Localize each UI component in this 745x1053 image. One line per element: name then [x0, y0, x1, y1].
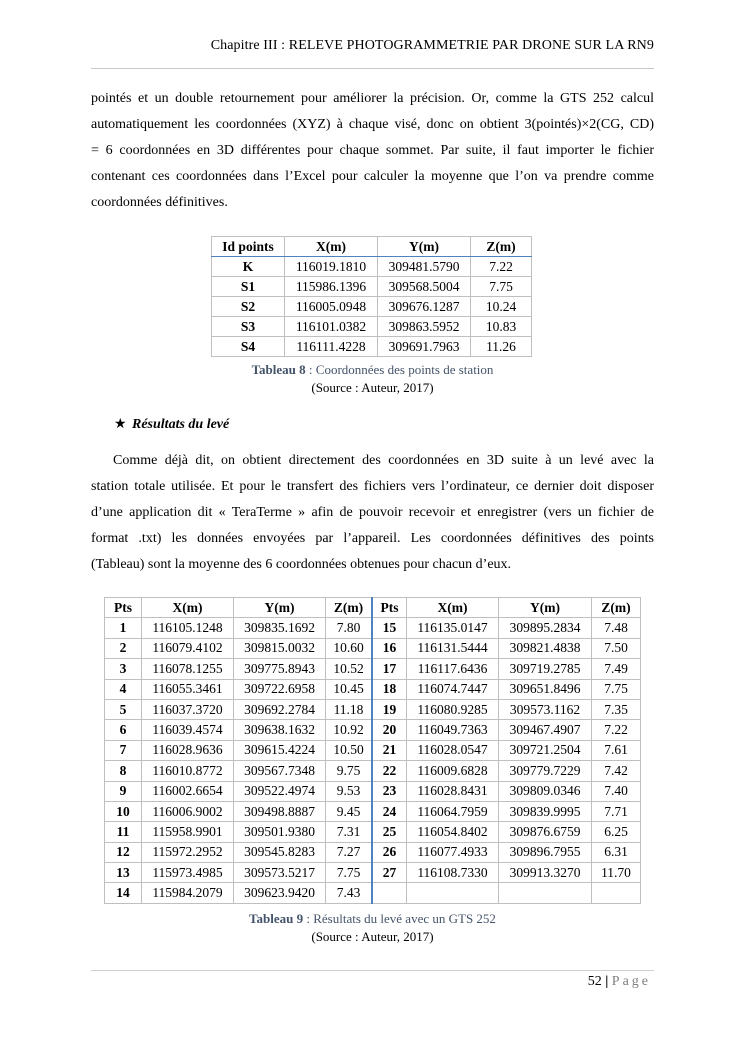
- coordinate-cell: 116010.8772: [142, 761, 234, 781]
- coordinate-cell: 116080.9285: [407, 699, 499, 719]
- station-points-body: [212, 257, 532, 357]
- point-id-cell: [372, 883, 407, 903]
- coordinate-cell: 7.27: [326, 842, 373, 862]
- table-row: [212, 257, 532, 277]
- footer-divider: [91, 970, 654, 971]
- page-footer: [588, 974, 651, 990]
- text-line: pointés et un double retournement pour améliorer la précision. Or, comme la GTS 252 calcul: [91, 91, 654, 106]
- coordinate-cell: 7.42: [592, 761, 641, 781]
- point-id-cell: 9: [105, 781, 142, 801]
- page-header: [91, 38, 654, 54]
- point-id-cell: 11: [105, 822, 142, 842]
- point-id-cell: S1: [212, 277, 285, 297]
- point-id-cell: 17: [372, 659, 407, 679]
- coordinate-cell: 11.70: [592, 863, 641, 883]
- text-line: automatiquement les coordonnées (XYZ) à chaque visé, donc on obtient 3(pointés)×2(CG, CD): [91, 117, 654, 132]
- coordinate-cell: 309573.1162: [499, 699, 592, 719]
- page-label: Page: [611, 974, 651, 989]
- coordinate-cell: 10.24: [471, 297, 532, 317]
- survey-results-table: [104, 597, 641, 904]
- coordinate-cell: 309467.4907: [499, 720, 592, 740]
- footer-separator: |: [605, 974, 609, 989]
- point-id-cell: S2: [212, 297, 285, 317]
- coordinate-cell: 309545.8283: [234, 842, 326, 862]
- coordinate-cell: 116108.7330: [407, 863, 499, 883]
- coordinate-cell: 9.45: [326, 801, 373, 821]
- coordinate-cell: 9.75: [326, 761, 373, 781]
- table-row: [105, 740, 641, 760]
- table8-source: [0, 380, 745, 396]
- coordinate-cell: 11.26: [471, 337, 532, 357]
- coordinate-cell: 309913.3270: [499, 863, 592, 883]
- point-id-cell: 18: [372, 679, 407, 699]
- text-line: (Tableau) sont la moyenne des 6 coordonnées obtenues pour chacun d’eux.: [91, 557, 512, 572]
- coordinate-cell: 116028.8431: [407, 781, 499, 801]
- column-header: X(m): [142, 598, 234, 618]
- coordinate-cell: 116117.6436: [407, 659, 499, 679]
- coordinate-cell: 11.18: [326, 699, 373, 719]
- table-row: [212, 337, 532, 357]
- table-row: [105, 720, 641, 740]
- point-id-cell: 15: [372, 618, 407, 638]
- point-id-cell: K: [212, 257, 285, 277]
- coordinate-cell: 10.60: [326, 638, 373, 658]
- text-line: coordonnées définitives.: [91, 195, 228, 210]
- coordinate-cell: 7.71: [592, 801, 641, 821]
- coordinate-cell: 309722.6958: [234, 679, 326, 699]
- table-row: [105, 781, 641, 801]
- coordinate-cell: 309821.4838: [499, 638, 592, 658]
- text-line: = 6 coordonnées en 3D différentes pour chaque sommet. Par suite, il faut importer le fichier: [91, 143, 654, 158]
- coordinate-cell: 7.40: [592, 781, 641, 801]
- column-header: Z(m): [326, 598, 373, 618]
- coordinate-cell: 7.35: [592, 699, 641, 719]
- coordinate-cell: 116079.4102: [142, 638, 234, 658]
- star-bullet-icon: ★: [114, 417, 127, 432]
- coordinate-cell: 309691.7963: [378, 337, 471, 357]
- column-header: X(m): [285, 237, 378, 257]
- coordinate-cell: 116054.8402: [407, 822, 499, 842]
- coordinate-cell: 116019.1810: [285, 257, 378, 277]
- table-header-row: [212, 237, 532, 257]
- coordinate-cell: 116064.7959: [407, 801, 499, 821]
- coordinate-cell: 9.53: [326, 781, 373, 801]
- column-header: Pts: [105, 598, 142, 618]
- caption-label: Tableau 8: [251, 362, 306, 377]
- table-header-row: [105, 598, 641, 618]
- point-id-cell: 21: [372, 740, 407, 760]
- table9-caption: [0, 911, 745, 927]
- point-id-cell: 8: [105, 761, 142, 781]
- coordinate-cell: 309721.2504: [499, 740, 592, 760]
- point-id-cell: 10: [105, 801, 142, 821]
- point-id-cell: 27: [372, 863, 407, 883]
- caption-text: : Résultats du levé avec un GTS 252: [303, 911, 496, 926]
- coordinate-cell: 309498.8887: [234, 801, 326, 821]
- coordinate-cell: 309839.9995: [499, 801, 592, 821]
- table-row: [105, 679, 641, 699]
- coordinate-cell: 7.31: [326, 822, 373, 842]
- coordinate-cell: 10.92: [326, 720, 373, 740]
- column-header: Z(m): [592, 598, 641, 618]
- point-id-cell: S4: [212, 337, 285, 357]
- coordinate-cell: 7.22: [592, 720, 641, 740]
- coordinate-cell: 116055.3461: [142, 679, 234, 699]
- coordinate-cell: 10.50: [326, 740, 373, 760]
- coordinate-cell: 115984.2079: [142, 883, 234, 903]
- coordinate-cell: 116009.6828: [407, 761, 499, 781]
- point-id-cell: 2: [105, 638, 142, 658]
- table-row: [105, 618, 641, 638]
- point-id-cell: 25: [372, 822, 407, 842]
- table8-caption: [0, 362, 745, 378]
- coordinate-cell: 115986.1396: [285, 277, 378, 297]
- coordinate-cell: 309676.1287: [378, 297, 471, 317]
- coordinate-cell: 116105.1248: [142, 618, 234, 638]
- coordinate-cell: 10.52: [326, 659, 373, 679]
- point-id-cell: 1: [105, 618, 142, 638]
- coordinate-cell: 116078.1255: [142, 659, 234, 679]
- point-id-cell: 26: [372, 842, 407, 862]
- coordinate-cell: 309863.5952: [378, 317, 471, 337]
- table-row: [105, 761, 641, 781]
- coordinate-cell: 309692.2784: [234, 699, 326, 719]
- text-line: d’une application dit « TeraTerme » afin de pouvoir recevoir et enregistrer (vers un fichier de: [91, 505, 654, 520]
- coordinate-cell: 309522.4974: [234, 781, 326, 801]
- paragraph-intro: [91, 86, 654, 216]
- point-id-cell: 22: [372, 761, 407, 781]
- coordinate-cell: 116006.9002: [142, 801, 234, 821]
- coordinate-cell: 7.75: [471, 277, 532, 297]
- table-row: [105, 659, 641, 679]
- column-header: Id points: [212, 237, 285, 257]
- coordinate-cell: 116135.0147: [407, 618, 499, 638]
- caption-text: : Coordonnées des points de station: [305, 362, 494, 377]
- coordinate-cell: 7.75: [326, 863, 373, 883]
- table9-source: [0, 929, 745, 945]
- coordinate-cell: 309719.2785: [499, 659, 592, 679]
- point-id-cell: 12: [105, 842, 142, 862]
- coordinate-cell: [592, 883, 641, 903]
- page-number: 52: [587, 974, 602, 989]
- point-id-cell: 7: [105, 740, 142, 760]
- caption-label: Tableau 9: [249, 911, 304, 926]
- coordinate-cell: 309775.8943: [234, 659, 326, 679]
- coordinate-cell: 116028.0547: [407, 740, 499, 760]
- text-line: format .txt) les données envoyées par l’appareil. Les coordonnées définitives des points: [91, 531, 654, 546]
- coordinate-cell: 10.45: [326, 679, 373, 699]
- point-id-cell: 19: [372, 699, 407, 719]
- coordinate-cell: 116002.6654: [142, 781, 234, 801]
- column-header: Y(m): [499, 598, 592, 618]
- coordinate-cell: 309615.4224: [234, 740, 326, 760]
- table-row: [105, 883, 641, 903]
- coordinate-cell: 115973.4985: [142, 863, 234, 883]
- point-id-cell: 23: [372, 781, 407, 801]
- column-header: Pts: [372, 598, 407, 618]
- point-id-cell: 3: [105, 659, 142, 679]
- coordinate-cell: 309895.2834: [499, 618, 592, 638]
- coordinate-cell: 309501.9380: [234, 822, 326, 842]
- point-id-cell: 6: [105, 720, 142, 740]
- coordinate-cell: 116049.7363: [407, 720, 499, 740]
- coordinate-cell: 309623.9420: [234, 883, 326, 903]
- point-id-cell: 13: [105, 863, 142, 883]
- column-header: Y(m): [234, 598, 326, 618]
- coordinate-cell: 309779.7229: [499, 761, 592, 781]
- point-id-cell: S3: [212, 317, 285, 337]
- coordinate-cell: [499, 883, 592, 903]
- table-row: [105, 822, 641, 842]
- coordinate-cell: 10.83: [471, 317, 532, 337]
- station-points-table: [211, 236, 532, 357]
- table-row: [212, 317, 532, 337]
- coordinate-cell: 115958.9901: [142, 822, 234, 842]
- table-row: [105, 699, 641, 719]
- point-id-cell: 20: [372, 720, 407, 740]
- coordinate-cell: 116037.3720: [142, 699, 234, 719]
- coordinate-cell: 116077.4933: [407, 842, 499, 862]
- coordinate-cell: 309835.1692: [234, 618, 326, 638]
- coordinate-cell: 309481.5790: [378, 257, 471, 277]
- section-heading: [114, 416, 229, 433]
- coordinate-cell: 116028.9636: [142, 740, 234, 760]
- table-row: [212, 277, 532, 297]
- coordinate-cell: 116111.4228: [285, 337, 378, 357]
- table-row: [105, 863, 641, 883]
- source-text: (Source : Auteur, 2017): [311, 929, 434, 944]
- survey-results-body: [105, 618, 641, 903]
- coordinate-cell: 116039.4574: [142, 720, 234, 740]
- table-row: [105, 801, 641, 821]
- coordinate-cell: 7.48: [592, 618, 641, 638]
- point-id-cell: 5: [105, 699, 142, 719]
- coordinate-cell: 309896.7955: [499, 842, 592, 862]
- text-line: Comme déjà dit, on obtient directement des coordonnées en 3D suite à un levé avec la: [113, 453, 654, 468]
- coordinate-cell: [407, 883, 499, 903]
- coordinate-cell: 116074.7447: [407, 679, 499, 699]
- coordinate-cell: 7.75: [592, 679, 641, 699]
- coordinate-cell: 309876.6759: [499, 822, 592, 842]
- coordinate-cell: 7.50: [592, 638, 641, 658]
- coordinate-cell: 116101.0382: [285, 317, 378, 337]
- text-line: contenant ces coordonnées dans l’Excel pour calculer la moyenne que l’on va prendre comme: [91, 169, 654, 184]
- table-row: [105, 842, 641, 862]
- coordinate-cell: 6.31: [592, 842, 641, 862]
- point-id-cell: 14: [105, 883, 142, 903]
- column-header: X(m): [407, 598, 499, 618]
- coordinate-cell: 116131.5444: [407, 638, 499, 658]
- point-id-cell: 24: [372, 801, 407, 821]
- table-row: [212, 297, 532, 317]
- point-id-cell: 16: [372, 638, 407, 658]
- table-row: [105, 638, 641, 658]
- section-title: Résultats du levé: [132, 417, 230, 432]
- coordinate-cell: 7.61: [592, 740, 641, 760]
- text-line: station totale utilisée. Et pour le transfert des fichiers vers l’ordinateur, ce dernier doit disposer: [91, 479, 654, 494]
- source-text: (Source : Auteur, 2017): [311, 380, 434, 395]
- column-header: Y(m): [378, 237, 471, 257]
- paragraph-results: [91, 448, 654, 578]
- coordinate-cell: 7.22: [471, 257, 532, 277]
- coordinate-cell: 309573.5217: [234, 863, 326, 883]
- coordinate-cell: 309815.0032: [234, 638, 326, 658]
- coordinate-cell: 309638.1632: [234, 720, 326, 740]
- coordinate-cell: 309809.0346: [499, 781, 592, 801]
- coordinate-cell: 7.80: [326, 618, 373, 638]
- coordinate-cell: 309567.7348: [234, 761, 326, 781]
- coordinate-cell: 7.43: [326, 883, 373, 903]
- column-header: Z(m): [471, 237, 532, 257]
- coordinate-cell: 309568.5004: [378, 277, 471, 297]
- coordinate-cell: 6.25: [592, 822, 641, 842]
- header-divider: [91, 68, 654, 69]
- coordinate-cell: 7.49: [592, 659, 641, 679]
- point-id-cell: 4: [105, 679, 142, 699]
- coordinate-cell: 309651.8496: [499, 679, 592, 699]
- coordinate-cell: 115972.2952: [142, 842, 234, 862]
- chapter-title: Chapitre III : RELEVE PHOTOGRAMMETRIE PAR DRONE SUR LA RN9: [210, 38, 654, 53]
- coordinate-cell: 116005.0948: [285, 297, 378, 317]
